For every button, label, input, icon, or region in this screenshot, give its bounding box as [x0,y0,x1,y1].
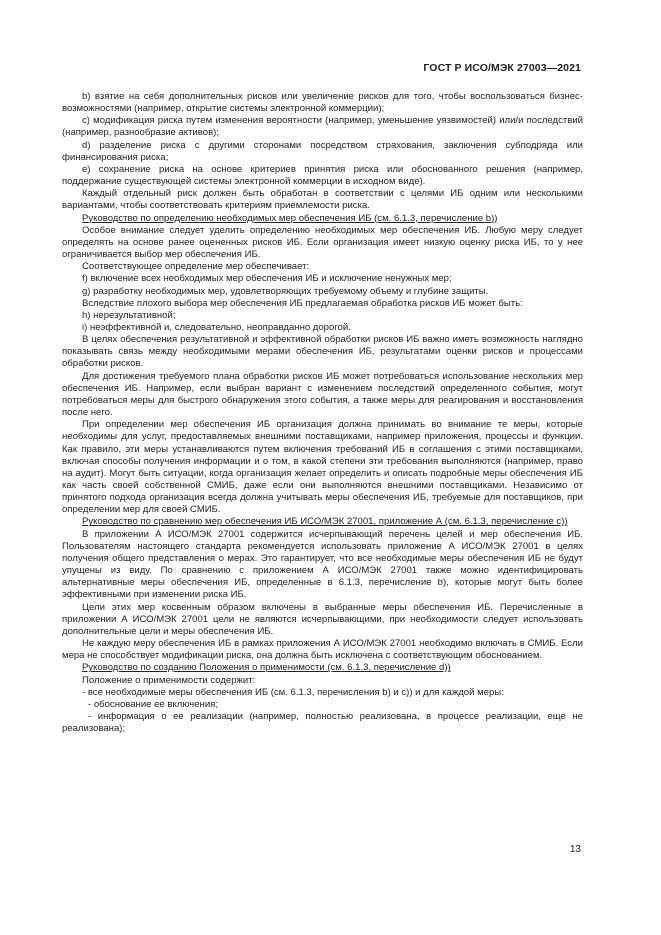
section-heading: Руководство по сравнению мер обеспечения ИБ ИСО/МЭК 27001, приложение А (см. 6.1.3, перечисление с)) [82,516,568,528]
list-item: - все необходимые меры обеспечения ИБ (см. 6.1.3, перечисления b) и c)) и для каждой меры: [82,686,504,698]
paragraph: Положение о применимости содержит: [82,674,256,686]
list-item: f) включение всех необходимых мер обеспечения ИБ и исключение ненужных мер; [82,273,452,285]
list-item: h) нерезультативной; [82,309,176,321]
paragraph: Вследствие плохого выбора мер обеспечения ИБ предлагаемая обработка рисков ИБ может быть: [82,297,523,309]
paragraph: Для достижения требуемого плана обработки рисков ИБ может потребоваться использование нескольких мер обеспечения ИБ. Например, если выбран вариант с изменением последствий определенного события, могут потребоваться меры для быстрого обнаружения этого события, а также меры для реагирования и восстановления после него. [62,370,583,419]
paragraph: Каждый отдельный риск должен быть обработан в соответствии с целями ИБ одним или несколькими вариантами, чтобы соответствовать критериям приемлемости риска. [62,188,583,212]
paragraph: Не каждую меру обеспечения ИБ в рамках приложения А ИСО/МЭК 27001 необходимо включать в СМИБ. Если мера не способствует модификации риска, она должна быть исключена с соответствующим обоснованием. [62,638,583,662]
paragraph: Особое внимание следует уделить определению необходимых мер обеспечения ИБ. Любую меру следует определять на основе ранее оцененных рисков ИБ. Если организация имеет низкую оценку риска ИБ, то у нее ограничивается выбор мер обеспечения ИБ. [62,224,583,261]
paragraph: c) модификация риска путем изменения вероятности (например, уменьшение уязвимостей) или/и последствий (например, разнообразие активов); [62,115,583,139]
document-header: ГОСТ Р ИСО/МЭК 27003—2021 [423,62,581,74]
paragraph: В приложении А ИСО/МЭК 27001 содержится исчерпывающий перечень целей и мер обеспечения ИБ. Пользователям настоящего стандарта рекомендуется использовать приложение А ИСО/МЭК 27001 в целях получения общего представления о мерах. Это гарантирует, что все необходимые меры обеспечения ИБ не будут упущены из виду. По сравнению с приложением А ИСО/МЭК 27001 также можно идентифицировать альтернативные меры обеспечения ИБ, определенные в 6.1.3, перечисление b), которые могут быть более эффективными при изменении риска ИБ. [62,528,583,601]
list-subitem: - информация о ее реализации (например, полностью реализована, в процессе реализации, еще не реализована); [62,710,583,735]
paragraph: При определении мер обеспечения ИБ организация должна принимать во внимание те меры, которые необходимы для услуг, предоставляемых внешними поставщиками, например приложения, процессы и функции. Как правило, эти меры устанавливаются путем включения требований ИБ в соглашения с этими поставщиками, включая способы получения информации и о том, в какой степени эти требования выполняются (например, право на аудит). Могут быть ситуации, когда организация желает определить и описать подробные меры обеспечения ИБ как часть своей собственной СМИБ, даже если они выполняются внешними поставщиками. Независимо от принятого подхода организация всегда должна учитывать меры обеспечения ИБ, требуемые для поставщиков, при определении мер для своей СМИБ. [62,419,583,516]
paragraph: Соответствующее определение мер обеспечивает: [82,261,310,273]
paragraph: Цели этих мер косвенным образом включены в выбранные меры обеспечения ИБ. Перечисленные в приложении А ИСО/МЭК 27001 цели не являются исчерпывающими, при необходимости следует использовать дополнительные цели и меры обеспечения ИБ. [62,601,583,637]
document-body [62,91,583,735]
section-heading: Руководство по определению необходимых мер обеспечения ИБ (см. 6.1.3, перечисление b)) [82,212,498,224]
paragraph: e) сохранение риска на основе критериев принятия риска или обоснованного решения (например, поддержание существующей системы электронной коммерции в исходном виде). [62,163,583,188]
list-item: i) неэффективной и, следовательно, неоправданно дорогой. [82,321,351,333]
paragraph: d) разделение риска с другими сторонами посредством страхования, заключения субподряда или финансирования риска; [62,139,583,163]
section-heading: Руководство по созданию Положения о применимости (см. 6.1.3, перечисление d)) [82,662,451,674]
paragraph: В целях обеспечения результативной и эффективной обработки рисков ИБ важно иметь возможность наглядно показывать связь между необходимыми мерами обеспечения ИБ, результатами оценки рисков и процессами обработки рисков. [62,334,583,370]
paragraph: b) взятие на себя дополнительных рисков или увеличение рисков для того, чтобы воспользоваться бизнес-возможностями (например, открытие системы электронной коммерции); [62,91,583,115]
list-subitem: - обоснование ее включения; [88,698,218,710]
page-number: 13 [569,844,581,855]
list-item: g) разработку необходимых мер, удовлетворяющих требуемому объему и глубине защиты. [82,285,489,297]
